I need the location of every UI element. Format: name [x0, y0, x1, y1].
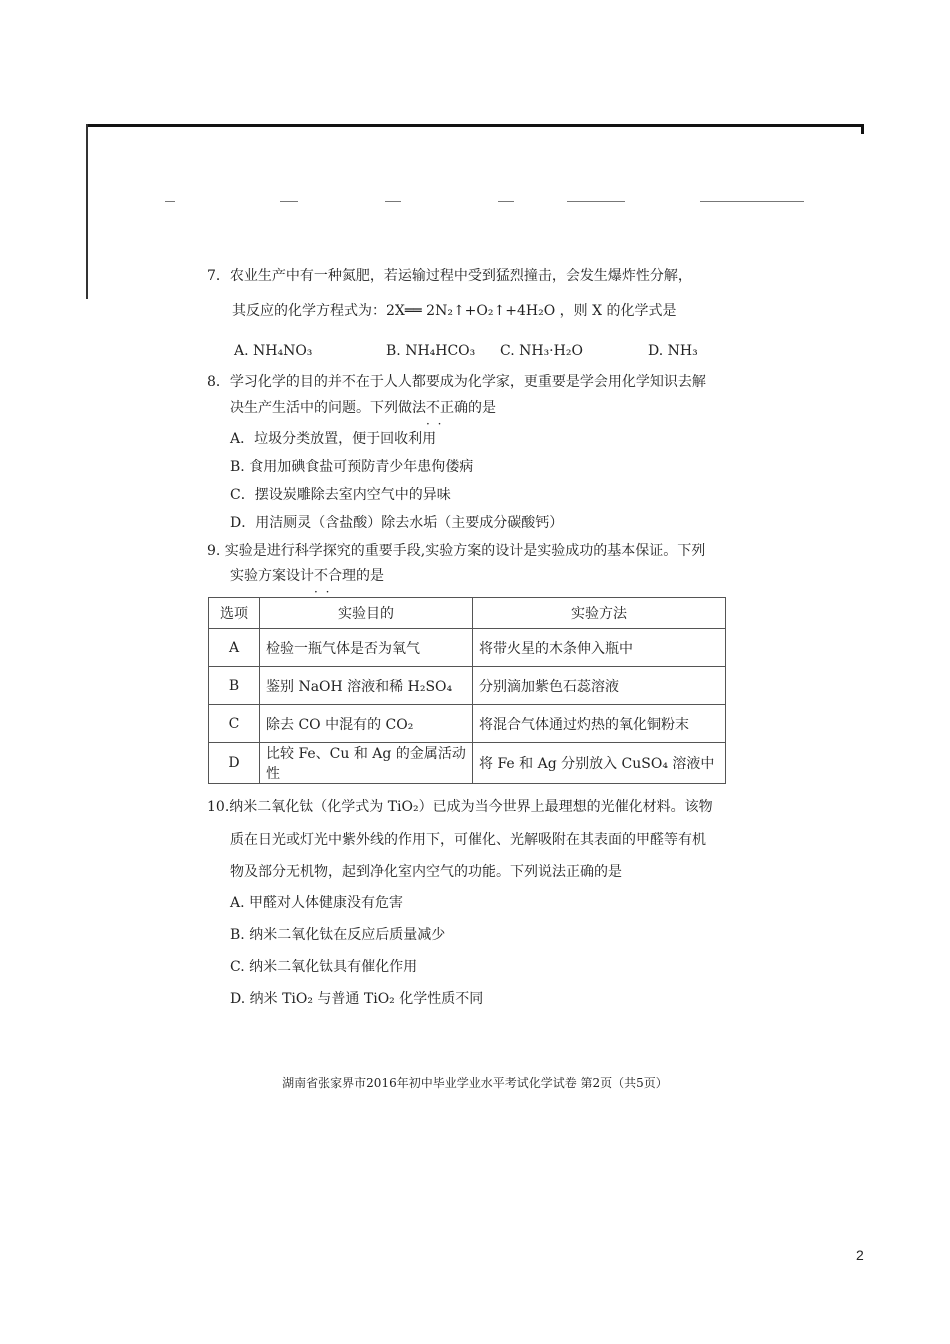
q9-stem-line2 — [230, 566, 384, 586]
q7-option-c: C. NH₃·H₂O — [500, 343, 583, 359]
scan-dash — [165, 201, 175, 202]
q10-option-d: D. 纳米 TiO₂ 与普通 TiO₂ 化学性质不同 — [230, 991, 484, 1007]
table-cell: C — [209, 705, 260, 743]
q10-stem-line3: 物及部分无机物，起到净化室内空气的功能。下列说法正确的是 — [230, 864, 622, 880]
q8-option-a: A．垃圾分类放置，便于回收利用 — [230, 431, 437, 447]
scan-dash — [700, 201, 804, 202]
scan-dash — [498, 201, 514, 202]
scan-corner-right — [861, 124, 864, 134]
q9-emphasis: 不合理 · · — [314, 568, 356, 584]
q8-stem-line1: 8．学习化学的目的并不在于人人都要成为化学家，更重要是学会用化学知识去解 — [207, 374, 706, 390]
table-cell: A — [209, 629, 260, 667]
table-header: 实验目的 — [260, 598, 473, 629]
page-number: 2 — [856, 1247, 864, 1263]
q7-stem-line2: 其反应的化学方程式为：2X══ 2N₂↑+O₂↑+4H₂O ，则 X 的化学式是 — [232, 303, 677, 319]
q8-stem-line2-post: 的是 — [468, 400, 496, 416]
q10-option-a: A. 甲醛对人体健康没有危害 — [230, 895, 404, 911]
q7-option-b: B. NH₄HCO₃ — [386, 343, 476, 359]
q9-stem-line2-post: 的是 — [356, 568, 384, 584]
q8-option-d: D．用洁厕灵（含盐酸）除去水垢（主要成分碳酸钙） — [230, 515, 564, 531]
table-cell: 鉴别 NaOH 溶液和稀 H₂SO₄ — [260, 667, 473, 705]
scan-dash — [567, 201, 625, 202]
table-cell: 比较 Fe、Cu 和 Ag 的金属活动性 — [260, 743, 473, 784]
table-row — [209, 667, 726, 705]
q8-option-c: C．摆设炭雕除去室内空气中的异味 — [230, 487, 451, 503]
table-row — [209, 743, 726, 784]
scan-dash — [280, 201, 298, 202]
table-header-row — [209, 598, 726, 629]
page-footer: 湖南省张家界市2016年初中毕业学业水平考试化学试卷 第2页（共5页） — [282, 1076, 668, 1090]
q9-stem-line1: 9. 实验是进行科学探究的重要手段,实验方案的设计是实验成功的基本保证。下列 — [207, 543, 706, 559]
scan-dash — [385, 201, 401, 202]
table-cell: 将混合气体通过灼热的氧化铜粉末 — [473, 705, 726, 743]
scan-border-top — [86, 124, 864, 127]
q8-option-b: B. 食用加碘食盐可预防青少年患佝偻病 — [230, 459, 474, 475]
q10-option-b: B. 纳米二氧化钛在反应后质量减少 — [230, 927, 446, 943]
table-cell: 检验一瓶气体是否为氧气 — [260, 629, 473, 667]
q10-stem-line2: 质在日光或灯光中紫外线的作用下，可催化、光解吸附在其表面的甲醛等有机 — [230, 832, 706, 848]
table-row — [209, 629, 726, 667]
q9-stem-line2-pre: 实验方案设计 — [230, 568, 314, 584]
scan-border-left — [86, 124, 88, 299]
table-cell: 将带火星的木条伸入瓶中 — [473, 629, 726, 667]
table-cell: B — [209, 667, 260, 705]
table-header: 选项 — [209, 598, 260, 629]
table-header: 实验方法 — [473, 598, 726, 629]
q7-option-d: D. NH₃ — [648, 343, 698, 359]
experiment-table — [208, 597, 726, 784]
table-row — [209, 705, 726, 743]
q8-stem-line2 — [230, 398, 496, 418]
q8-stem-line2-pre: 决生产生活中的问题。下列做法 — [230, 400, 426, 416]
q7-stem-line1: 7．农业生产中有一种氮肥，若运输过程中受到猛烈撞击，会发生爆炸性分解， — [207, 268, 692, 284]
q7-option-a: A. NH₄NO₃ — [234, 343, 313, 359]
table-cell: 分别滴加紫色石蕊溶液 — [473, 667, 726, 705]
table-cell: D — [209, 743, 260, 784]
table-cell: 将 Fe 和 Ag 分别放入 CuSO₄ 溶液中 — [473, 743, 726, 784]
q10-stem-line1: 10.纳米二氧化钛（化学式为 TiO₂）已成为当今世界上最理想的光催化材料。该物 — [207, 799, 713, 815]
table-cell: 除去 CO 中混有的 CO₂ — [260, 705, 473, 743]
q8-emphasis: 不正确 · · — [426, 400, 468, 416]
q10-option-c: C. 纳米二氧化钛具有催化作用 — [230, 959, 418, 975]
